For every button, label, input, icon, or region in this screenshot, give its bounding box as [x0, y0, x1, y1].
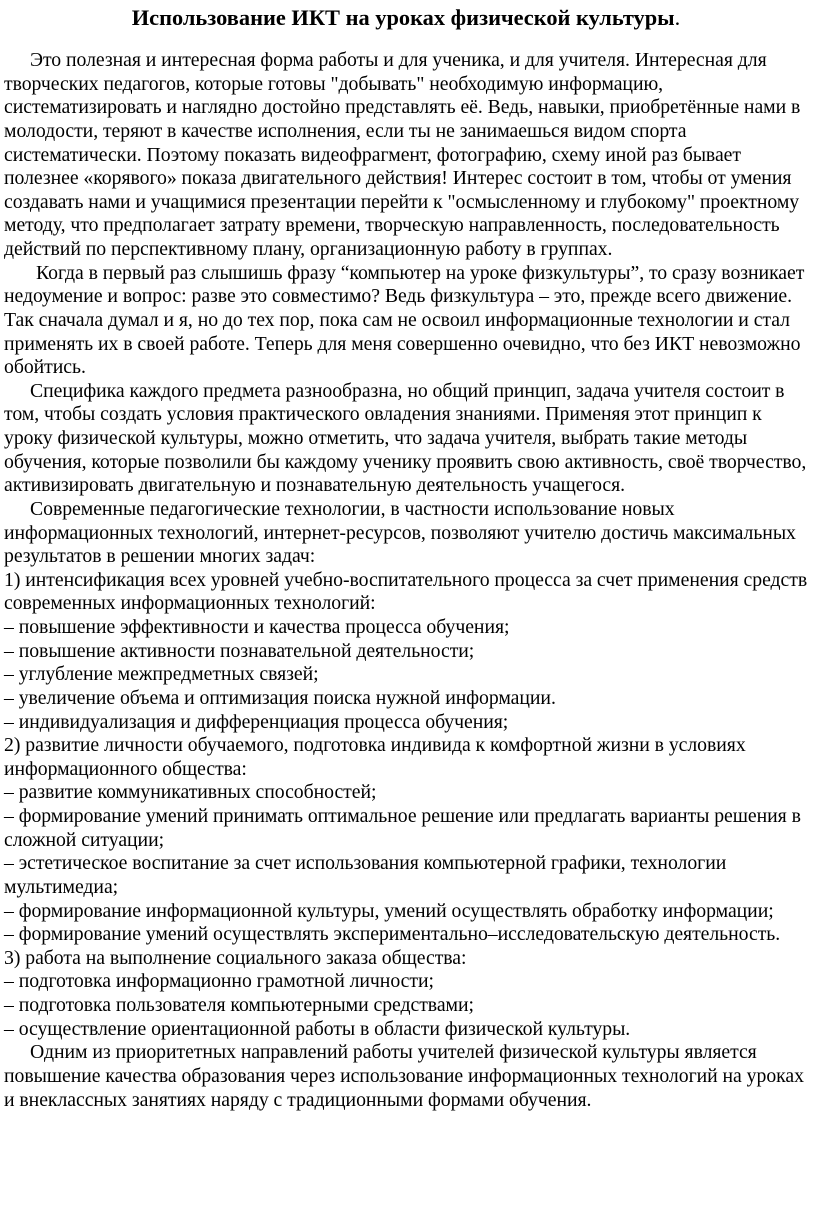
list-subitem: – формирование информационной культуры, умений осуществлять обработку информации; [4, 899, 774, 922]
paragraph-priority-directions: Одним из приоритетных направлений работы учителей физической культуры является повышение качества образования через использование информационных технологий на уроках и внеклассных занятиях наряду с традиционными формами обучения. [4, 1041, 804, 1111]
paragraph-computer-on-lesson: Когда в первый раз слышишь фразу “компьютер на уроке физкультуры”, то сразу возникает недоумение и вопрос: разве это совместимо? Ведь физкультура – это, прежде всего движение. Так сначала думал и я, но до тех пор, пока сам не освоил информационные технологии и стал применять их в своей работе. Теперь для меня совершенно очевидно, что без ИКТ невозможно обойтись. [4, 261, 805, 379]
list-subitem: – формирование умений осуществлять экспериментально–исследовательскую деятельность. [4, 923, 781, 946]
document-body [4, 49, 808, 1112]
list-subitem: – углубление межпредметных связей; [4, 663, 319, 686]
list-item-social-order: 3) работа на выполнение социального заказа общества: [4, 946, 467, 969]
list-item-intensification: 1) интенсификация всех уровней учебно-воспитательного процесса за счет применения средств современных информационных технологий: [4, 568, 808, 615]
list-subitem: – развитие коммуникативных способностей; [4, 781, 377, 804]
list-subitem: – увеличение объема и оптимизация поиска нужной информации. [4, 686, 556, 709]
list-subitem: – подготовка пользователя компьютерными средствами; [4, 994, 474, 1016]
paragraph-modern-technologies: Современные педагогические технологии, в частности использование новых информационных технологий, интернет-ресурсов, позволяют учителю достичь максимальных результатов в решении многих задач: [4, 497, 796, 568]
document-title [4, 4, 808, 32]
list-subitem: – эстетическое воспитание за счет использования компьютерной графики, технологии мультимедиа; [4, 852, 727, 898]
list-subitem: – формирование умений принимать оптимальное решение или предлагать варианты решения в сложной ситуации; [4, 805, 801, 851]
list-subitem: – повышение активности познавательной деятельности; [4, 639, 475, 662]
paragraph-intro: Это полезная и интересная форма работы и для ученика, и для учителя. Интересная для творческих педагогов, которые готовы "добывать" необходимую информацию, систематизировать и наглядно достойно представлять её. Ведь, навыки, приобретённые нами в молодости, теряют в качестве исполнения, если ты не занимаешься видом спорта систематически. Поэтому показать видеофрагмент, фотографию, схему иной раз бывает полезнее «корявого» показа двигательного действия! Интерес состоит в том, чтобы от умения создавать нами и учащимися презентации перейти к "осмысленному и глубокому" проектному методу, что предполагает затрату времени, творческую направленность, последовательность действий по перспективному плану, организационную работу в группах. [4, 49, 801, 260]
list-item-personality-development: 2) развитие личности обучаемого, подготовка индивида к комфортной жизни в условиях информационного общества: [4, 734, 746, 780]
title-text: Использование ИКТ на уроках физической культуры [131, 5, 675, 30]
paragraph-subject-specifics: Специфика каждого предмета разнообразна, но общий принцип, задача учителя состоит в том, чтобы создать условия практического овладения знаниями. Применяя этот принцип к уроку физической культуры, можно отметить, что задача учителя, выбрать такие методы обучения, которые позволили бы каждому ученику проявить свою активность, своё творчество, активизировать двигательную и познавательную деятельность учащегося. [4, 379, 807, 497]
list-subitem: – подготовка информационно грамотной личности; [4, 970, 434, 993]
list-subitem: – осуществление ориентационной работы в области физической культуры. [4, 1017, 631, 1040]
list-subitem: – повышение эффективности и качества процесса обучения; [4, 616, 510, 638]
title-period: . [674, 5, 681, 30]
list-subitem: – индивидуализация и дифференциация процесса обучения; [4, 710, 509, 733]
